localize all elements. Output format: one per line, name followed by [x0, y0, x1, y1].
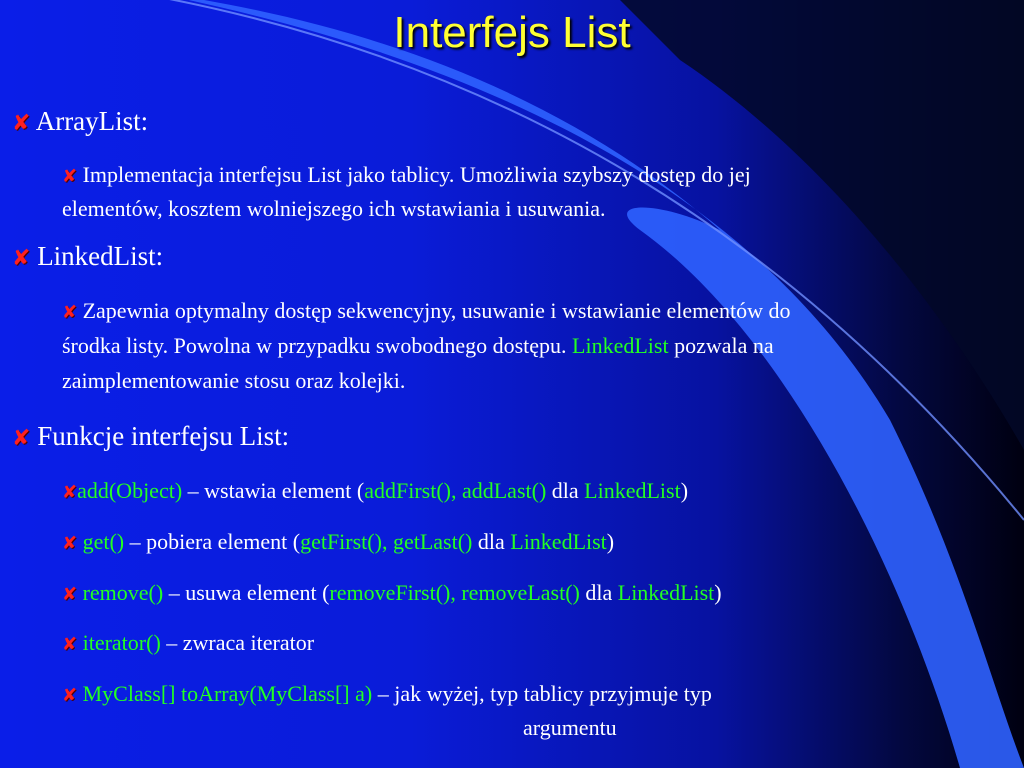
heading-text: LinkedList:	[37, 241, 164, 271]
heading-functions	[12, 421, 289, 452]
method-name: remove()	[82, 580, 164, 605]
bullet-x-icon: ✘	[12, 246, 31, 271]
description-text: Implementacja interfejsu List jako tablicy. Umożliwia szybszy dostęp do jej	[82, 162, 751, 187]
heading-text: Funkcje interfejsu List:	[37, 421, 290, 451]
class-name-highlight: LinkedList	[572, 333, 669, 358]
function-item-get	[62, 529, 614, 555]
bullet-x-icon: ✘	[62, 302, 78, 323]
linkedlist-description-line3: zaimplementowanie stosu oraz kolejki.	[62, 368, 406, 393]
method-description: – pobiera element (	[124, 529, 301, 554]
bullet-x-icon: ✘	[62, 166, 78, 187]
method-description: – jak wyżej, typ tablicy przyjmuje typ	[372, 681, 712, 706]
function-item-toarray	[62, 681, 712, 707]
description-text: Zapewnia optymalny dostęp sekwencyjny, usuwanie i wstawianie elementów do	[82, 298, 791, 323]
connector-text: dla	[546, 478, 585, 503]
closing-paren: )	[606, 529, 615, 554]
class-name-highlight: LinkedList	[510, 529, 607, 554]
function-item-remove	[62, 580, 722, 606]
class-name-highlight: LinkedList	[617, 580, 715, 605]
bullet-x-icon: ✘	[62, 584, 78, 605]
method-description: – usuwa element (	[163, 580, 330, 605]
closing-paren: )	[714, 580, 722, 605]
method-name: MyClass[] toArray(MyClass[] a)	[82, 681, 373, 706]
function-item-iterator	[62, 630, 314, 656]
linkedlist-description-line1	[62, 298, 790, 324]
method-name: iterator()	[82, 630, 161, 655]
function-item-toarray-continuation: argumentu	[523, 715, 617, 740]
bullet-x-icon: ✘	[12, 426, 31, 451]
connector-text: dla	[579, 580, 618, 605]
function-item-add	[62, 478, 688, 504]
alt-methods: removeFirst(), removeLast()	[329, 580, 580, 605]
bullet-x-icon: ✘	[12, 111, 31, 136]
bullet-x-icon: ✘	[62, 685, 78, 706]
closing-paren: )	[680, 478, 689, 503]
bullet-x-icon: ✘	[62, 482, 78, 503]
arraylist-description-line1	[62, 162, 751, 188]
linkedlist-description-line2	[62, 333, 774, 359]
method-name: add(Object)	[77, 478, 183, 503]
method-name: get()	[82, 529, 125, 554]
class-name-highlight: LinkedList	[584, 478, 681, 503]
bullet-x-icon: ✘	[62, 634, 78, 655]
bullet-x-icon: ✘	[62, 533, 78, 554]
heading-arraylist	[12, 106, 148, 137]
page-title: Interfejs List	[393, 8, 631, 57]
method-description: – zwraca iterator	[160, 630, 315, 655]
heading-linkedlist	[12, 241, 163, 272]
description-text: pozwala na	[668, 333, 774, 358]
alt-methods: addFirst(), addLast()	[364, 478, 547, 503]
connector-text: dla	[472, 529, 511, 554]
method-description: – wstawia element (	[182, 478, 365, 503]
alt-methods: getFirst(), getLast()	[300, 529, 473, 554]
arraylist-description-line2: elementów, kosztem wolniejszego ich wstawiania i usuwania.	[62, 196, 606, 221]
description-text: środka listy. Powolna w przypadku swobodnego dostępu.	[62, 333, 573, 358]
heading-text: ArrayList:	[35, 106, 149, 136]
